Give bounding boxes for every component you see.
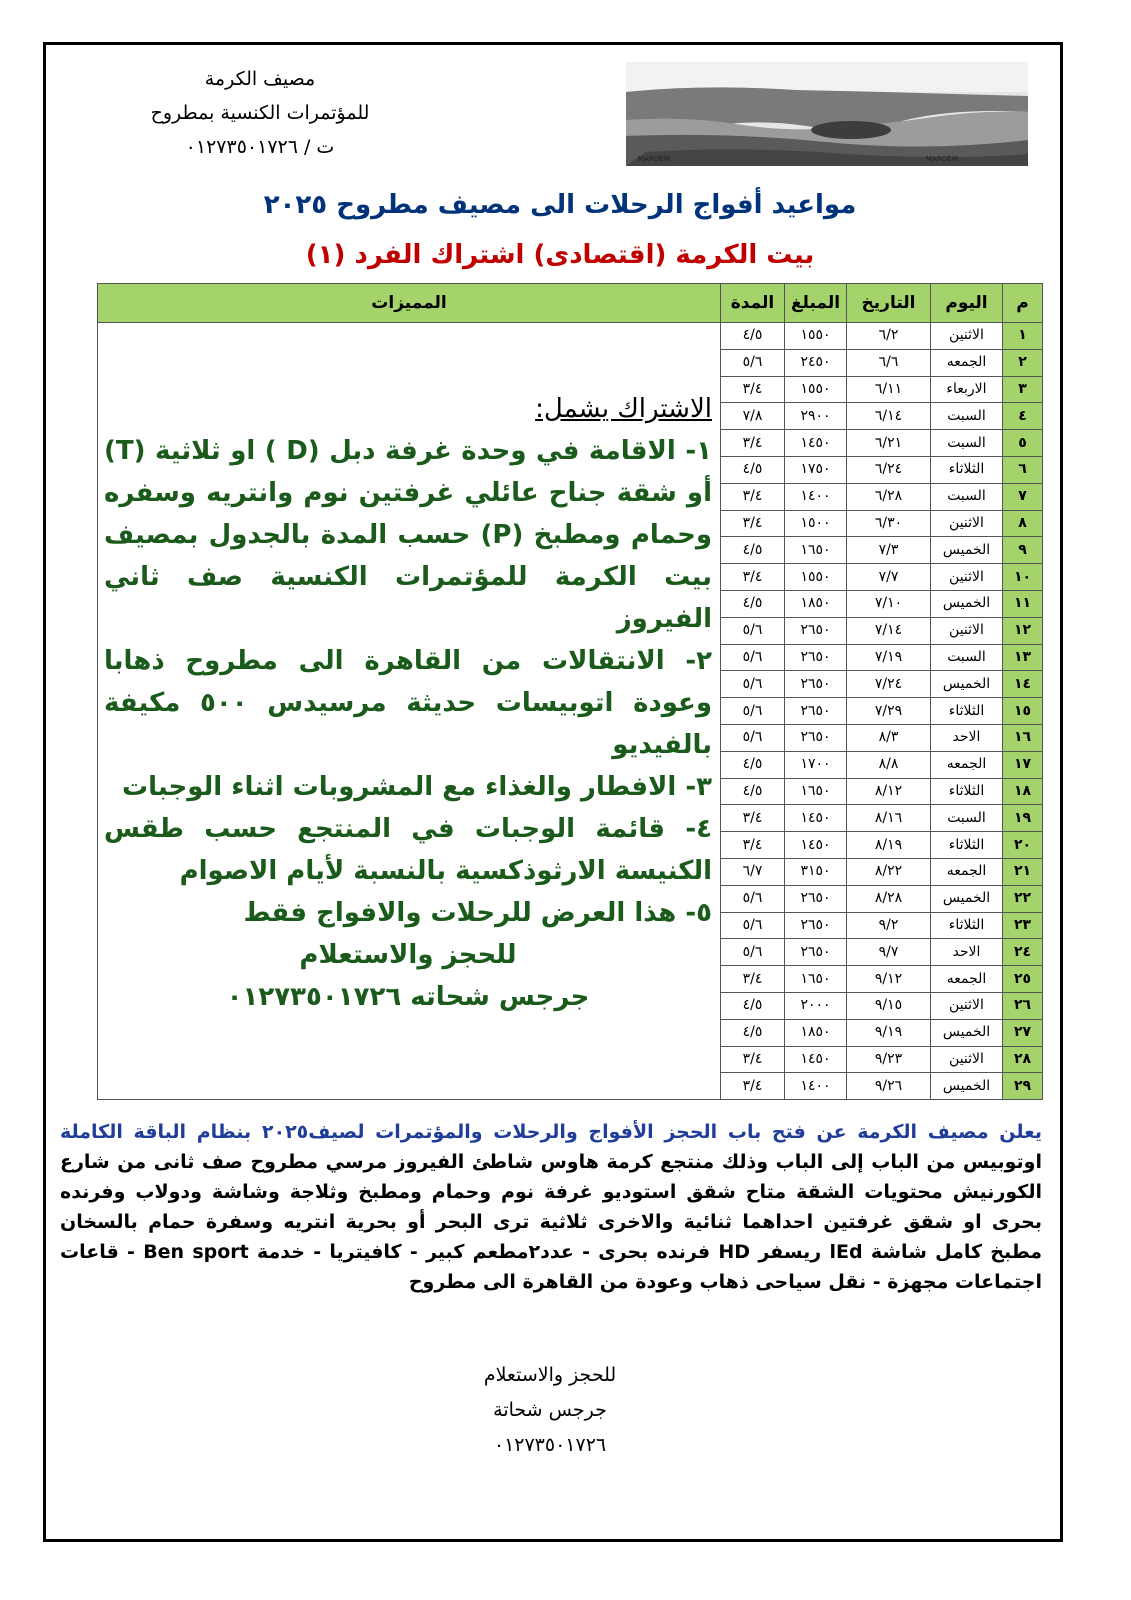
footer-contact xyxy=(400,1358,700,1463)
features-booking: للحجز والاستعلام xyxy=(299,940,517,970)
row-duration: ٥/٦ xyxy=(721,349,785,376)
row-day: الثلاثاء xyxy=(931,778,1003,805)
row-amount: ١٥٥٠ xyxy=(785,376,847,403)
features-list xyxy=(98,323,720,1018)
row-amount: ١٤٥٠ xyxy=(785,805,847,832)
row-day: الاثنين xyxy=(931,323,1003,350)
photo-caption-right: MARDEIR xyxy=(926,155,959,163)
row-number: ٢٠ xyxy=(1003,832,1043,859)
row-duration: ٣/٤ xyxy=(721,1073,785,1100)
row-date: ٦/٦ xyxy=(847,349,931,376)
row-duration: ٤/٥ xyxy=(721,751,785,778)
row-duration: ٧/٨ xyxy=(721,403,785,430)
row-date: ٩/١٥ xyxy=(847,992,931,1019)
row-amount: ١٤٠٠ xyxy=(785,483,847,510)
row-day: الثلاثاء xyxy=(931,698,1003,725)
row-number: ٢٦ xyxy=(1003,992,1043,1019)
page-title: مواعيد أفواج الرحلات الى مصيف مطروح ٢٠٢٥ xyxy=(263,190,857,220)
row-number: ١٣ xyxy=(1003,644,1043,671)
row-duration: ٤/٥ xyxy=(721,1019,785,1046)
row-date: ٧/٣ xyxy=(847,537,931,564)
row-amount: ٢٦٥٠ xyxy=(785,912,847,939)
header-date: التاريخ xyxy=(847,284,931,323)
footer-booking: للحجز والاستعلام xyxy=(483,1364,617,1386)
row-day: الثلاثاء xyxy=(931,456,1003,483)
row-number: ٢٤ xyxy=(1003,939,1043,966)
row-amount: ١٨٥٠ xyxy=(785,590,847,617)
row-date: ٦/١١ xyxy=(847,376,931,403)
org-phone: ت / ٠١٢٧٣٥٠١٧٢٦ xyxy=(185,136,335,158)
row-amount: ٢٩٠٠ xyxy=(785,403,847,430)
row-date: ٨/٣ xyxy=(847,724,931,751)
row-date: ٩/٢ xyxy=(847,912,931,939)
row-duration: ٥/٦ xyxy=(721,644,785,671)
row-day: الخميس xyxy=(931,671,1003,698)
row-date: ٧/٢٩ xyxy=(847,698,931,725)
header-num: م xyxy=(1003,284,1043,323)
row-date: ٨/٢٨ xyxy=(847,885,931,912)
row-day: السبت xyxy=(931,805,1003,832)
row-duration: ٥/٦ xyxy=(721,939,785,966)
row-number: ٢١ xyxy=(1003,858,1043,885)
features-cell xyxy=(98,323,721,1100)
features-contact: جرجس شحاته ٠١٢٧٣٥٠١٧٢٦ xyxy=(226,982,590,1012)
row-duration: ٣/٤ xyxy=(721,966,785,993)
row-date: ٧/٢٤ xyxy=(847,671,931,698)
row-amount: ١٤٥٠ xyxy=(785,1046,847,1073)
row-number: ٩ xyxy=(1003,537,1043,564)
row-day: الاحد xyxy=(931,724,1003,751)
row-date: ٦/٢٤ xyxy=(847,456,931,483)
row-amount: ١٥٠٠ xyxy=(785,510,847,537)
row-day: الخميس xyxy=(931,885,1003,912)
row-date: ٦/٣٠ xyxy=(847,510,931,537)
feature-item-3: ٣- الافطار والغذاء مع المشروبات اثناء الوجبات xyxy=(121,772,712,802)
row-duration: ٣/٤ xyxy=(721,832,785,859)
row-amount: ١٧٠٠ xyxy=(785,751,847,778)
organization-header xyxy=(120,62,400,164)
row-number: ١١ xyxy=(1003,590,1043,617)
row-duration: ٤/٥ xyxy=(721,456,785,483)
row-amount: ١٦٥٠ xyxy=(785,537,847,564)
footer-phone: ٠١٢٧٣٥٠١٧٢٦ xyxy=(493,1434,607,1456)
row-number: ١٩ xyxy=(1003,805,1043,832)
row-day: الخميس xyxy=(931,590,1003,617)
row-date: ٨/١٦ xyxy=(847,805,931,832)
row-day: الاثنين xyxy=(931,510,1003,537)
row-day: الاثنين xyxy=(931,617,1003,644)
header-day: اليوم xyxy=(931,284,1003,323)
row-date: ٦/٢١ xyxy=(847,430,931,457)
row-number: ١٤ xyxy=(1003,671,1043,698)
row-amount: ٢٦٥٠ xyxy=(785,724,847,751)
row-duration: ٦/٧ xyxy=(721,858,785,885)
announcement-body: اوتوبيس من الباب إلى الباب وذلك منتجع كرمة هاوس شاطئ الفيروز مرسي مطروح صف ثانى من شارع الكورنيش محتويات الشقة متاح شقق استوديو غرفة نوم وحمام ومطبخ وثلاجة وشاشة ودولاب وفرنده بحرى او شقق غرفتين احداهما ثنائية والاخرى ثلاثية ترى البحر أو بحرية انتريه وسفرة حمام بالسخان مطبخ كامل شاشة lEd ريسفر HD فرنده بحرى - عدد٢مطعم كبير - كافيتريا - خدمة Ben sport - قاعات اجتماعات مجهزة - نقل سياحى ذهاب وعودة من القاهرة الى مطروح xyxy=(60,1151,1043,1293)
feature-item-1: ١- الاقامة في وحدة غرفة دبل (D ) او ثلاثية (T) أو شقة جناح عائلي غرفتين نوم وانتريه وسفره وحمام ومطبخ (P) حسب المدة بالجدول بمصيف بيت الكرمة للمؤتمرات الكنسية صف ثاني الفيروز xyxy=(104,436,713,634)
table-header-row xyxy=(98,284,1043,323)
row-date: ٧/٧ xyxy=(847,564,931,591)
row-number: ١٠ xyxy=(1003,564,1043,591)
org-name: مصيف الكرمة xyxy=(204,68,316,90)
row-amount: ٢٤٥٠ xyxy=(785,349,847,376)
row-day: الجمعه xyxy=(931,349,1003,376)
row-duration: ٣/٤ xyxy=(721,805,785,832)
header-features: المميزات xyxy=(98,284,721,323)
row-duration: ٣/٤ xyxy=(721,1046,785,1073)
page-subtitle: بيت الكرمة (اقتصادى) اشتراك الفرد (١) xyxy=(305,240,815,270)
row-day: الاثنين xyxy=(931,992,1003,1019)
row-number: ٢٣ xyxy=(1003,912,1043,939)
row-day: السبت xyxy=(931,483,1003,510)
row-amount: ١٥٥٠ xyxy=(785,323,847,350)
row-amount: ١٦٥٠ xyxy=(785,966,847,993)
row-duration: ٣/٤ xyxy=(721,564,785,591)
row-duration: ٥/٦ xyxy=(721,617,785,644)
row-number: ٢٢ xyxy=(1003,885,1043,912)
row-date: ٧/١٠ xyxy=(847,590,931,617)
row-amount: ١٧٥٠ xyxy=(785,456,847,483)
row-number: ٤ xyxy=(1003,403,1043,430)
row-day: الاحد xyxy=(931,939,1003,966)
row-duration: ٣/٤ xyxy=(721,430,785,457)
photo-caption-left: MARDEIR xyxy=(638,155,671,163)
row-date: ٨/١٩ xyxy=(847,832,931,859)
row-duration: ٤/٥ xyxy=(721,590,785,617)
row-number: ٣ xyxy=(1003,376,1043,403)
row-date: ٨/٨ xyxy=(847,751,931,778)
announcement-first-line: يعلن مصيف الكرمة عن فتح باب الحجز الأفواج والرحلات والمؤتمرات لصيف٢٠٢٥ بنظام الباقة الكاملة xyxy=(60,1121,1042,1143)
row-duration: ٥/٦ xyxy=(721,885,785,912)
row-day: الخميس xyxy=(931,1073,1003,1100)
row-amount: ٢٦٥٠ xyxy=(785,671,847,698)
row-duration: ٤/٥ xyxy=(721,537,785,564)
feature-item-4: ٤- قائمة الوجبات في المنتجع حسب طقس الكنيسة الارثوذكسية بالنسبة لأيام الاصوام xyxy=(104,814,712,886)
row-amount: ٢٦٥٠ xyxy=(785,698,847,725)
schedule-body xyxy=(98,323,1043,1100)
row-date: ٩/١٩ xyxy=(847,1019,931,1046)
row-number: ٧ xyxy=(1003,483,1043,510)
row-day: الاثنين xyxy=(931,564,1003,591)
row-amount: ٢٦٥٠ xyxy=(785,644,847,671)
row-amount: ٢٠٠٠ xyxy=(785,992,847,1019)
row-day: الجمعه xyxy=(931,858,1003,885)
header-duration: المدة xyxy=(721,284,785,323)
row-day: الخميس xyxy=(931,537,1003,564)
beach-photo-image xyxy=(626,62,1028,166)
row-duration: ٥/٦ xyxy=(721,724,785,751)
row-day: الثلاثاء xyxy=(931,832,1003,859)
row-duration: ٤/٥ xyxy=(721,992,785,1019)
row-date: ٨/١٢ xyxy=(847,778,931,805)
row-number: ٦ xyxy=(1003,456,1043,483)
row-number: ١٥ xyxy=(1003,698,1043,725)
row-number: ١٢ xyxy=(1003,617,1043,644)
row-day: السبت xyxy=(931,430,1003,457)
row-number: ٢٧ xyxy=(1003,1019,1043,1046)
row-date: ٦/٢ xyxy=(847,323,931,350)
row-day: الاربعاء xyxy=(931,376,1003,403)
row-date: ٧/١٤ xyxy=(847,617,931,644)
row-number: ٨ xyxy=(1003,510,1043,537)
row-number: ١ xyxy=(1003,323,1043,350)
features-title: الاشتراك يشمل: xyxy=(535,394,712,424)
row-number: ٢٨ xyxy=(1003,1046,1043,1073)
row-amount: ١٤٥٠ xyxy=(785,832,847,859)
row-date: ٩/٧ xyxy=(847,939,931,966)
row-number: ١٨ xyxy=(1003,778,1043,805)
row-amount: ١٥٥٠ xyxy=(785,564,847,591)
row-amount: ١٤٥٠ xyxy=(785,430,847,457)
row-day: الاثنين xyxy=(931,1046,1003,1073)
row-duration: ٥/٦ xyxy=(721,671,785,698)
schedule-table xyxy=(97,283,1043,1100)
row-date: ٨/٢٢ xyxy=(847,858,931,885)
row-day: السبت xyxy=(931,403,1003,430)
row-day: الثلاثاء xyxy=(931,912,1003,939)
row-number: ١٦ xyxy=(1003,724,1043,751)
row-date: ٩/٢٣ xyxy=(847,1046,931,1073)
row-day: السبت xyxy=(931,644,1003,671)
header-amount: المبلغ xyxy=(785,284,847,323)
row-duration: ٣/٤ xyxy=(721,376,785,403)
row-amount: ٢٦٥٠ xyxy=(785,617,847,644)
row-date: ٩/٢٦ xyxy=(847,1073,931,1100)
row-amount: ١٦٥٠ xyxy=(785,778,847,805)
row-duration: ٣/٤ xyxy=(721,510,785,537)
row-amount: ٣١٥٠ xyxy=(785,858,847,885)
org-subtitle: للمؤتمرات الكنسية بمطروح xyxy=(150,102,370,124)
row-duration: ٤/٥ xyxy=(721,323,785,350)
row-day: الجمعه xyxy=(931,966,1003,993)
row-day: الجمعه xyxy=(931,751,1003,778)
row-number: ٢٩ xyxy=(1003,1073,1043,1100)
row-date: ٧/١٩ xyxy=(847,644,931,671)
footer-contact-name: جرجس شحاتة xyxy=(493,1399,607,1421)
row-duration: ٣/٤ xyxy=(721,483,785,510)
row-number: ٢٥ xyxy=(1003,966,1043,993)
row-date: ٦/١٤ xyxy=(847,403,931,430)
row-date: ٩/١٢ xyxy=(847,966,931,993)
table-row xyxy=(98,323,1043,350)
row-day: الخميس xyxy=(931,1019,1003,1046)
row-amount: ٢٦٥٠ xyxy=(785,885,847,912)
beach-photo xyxy=(626,62,1028,166)
row-amount: ٢٦٥٠ xyxy=(785,939,847,966)
row-duration: ٥/٦ xyxy=(721,698,785,725)
row-duration: ٤/٥ xyxy=(721,778,785,805)
row-number: ٥ xyxy=(1003,430,1043,457)
row-number: ٢ xyxy=(1003,349,1043,376)
row-duration: ٥/٦ xyxy=(721,912,785,939)
row-amount: ١٤٠٠ xyxy=(785,1073,847,1100)
feature-item-5: ٥- هذا العرض للرحلات والافواج فقط xyxy=(243,898,712,928)
row-number: ١٧ xyxy=(1003,751,1043,778)
row-amount: ١٨٥٠ xyxy=(785,1019,847,1046)
feature-item-2: ٢- الانتقالات من القاهرة الى مطروح ذهابا وعودة اتوبيسات حديثة مرسيدس ٥٠٠ مكيفة بالفيديو xyxy=(104,646,712,760)
announcement xyxy=(60,1117,1042,1297)
row-date: ٦/٢٨ xyxy=(847,483,931,510)
